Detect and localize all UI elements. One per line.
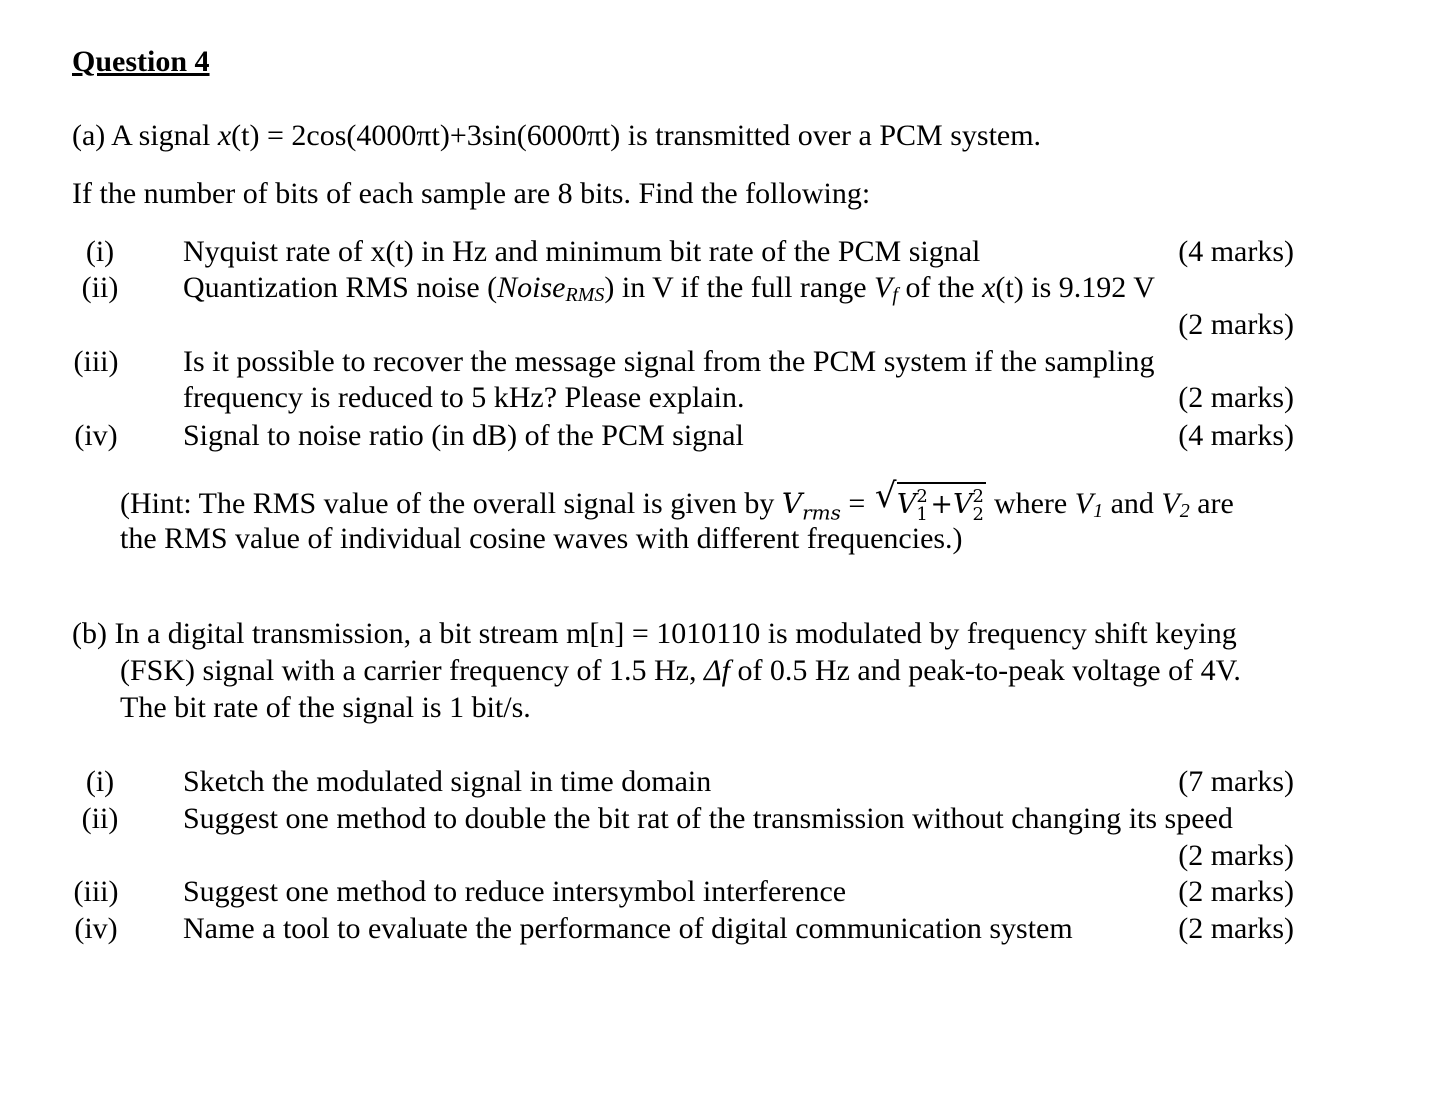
a-iv-marks: (4 marks) xyxy=(1178,419,1294,452)
sqrt-expression xyxy=(874,476,987,525)
a-ii-vf-sub: f xyxy=(892,284,898,306)
part-a-stem-text-1: A signal xyxy=(111,119,211,152)
a-ii-noise: Noise xyxy=(497,271,566,304)
part-a-label: (a) xyxy=(72,119,106,152)
b-iv-marks: (2 marks) xyxy=(1178,912,1294,945)
a-ii-marks: (2 marks) xyxy=(1178,308,1294,341)
b-iii-number: (iii) xyxy=(73,875,119,908)
a-iii-text-line1: Is it possible to recover the message signal from the PCM system if the sampling xyxy=(183,345,1155,378)
a-ii-rms-sub: RMS xyxy=(565,284,605,306)
part-b-delta-f: Δf xyxy=(703,654,730,687)
a-ii-text-4: is 9.192 V xyxy=(1023,271,1155,304)
part-a-stem-text-2: = 2cos(4000πt)+3sin(6000πt) is transmitted over a PCM system. xyxy=(266,119,1042,152)
question-title: Question 4 xyxy=(72,45,210,78)
hint-v1-sub: 1 xyxy=(1093,500,1104,522)
a-iv-text: Signal to noise ratio (in dB) of the PCM signal xyxy=(183,419,744,452)
a-ii-vf-v: V xyxy=(874,271,893,304)
a-i-text: Nyquist rate of x(t) in Hz and minimum bit rate of the PCM signal xyxy=(183,235,981,268)
sqrt-body: V 2 1 +V 2 2 xyxy=(897,482,987,523)
a-ii-text xyxy=(183,270,1155,313)
hint-v2-sub: 2 xyxy=(1179,500,1190,522)
hint-v2: V xyxy=(1161,487,1180,520)
hint-mid: where xyxy=(986,487,1075,520)
a-ii-number: (ii) xyxy=(81,271,119,304)
a-ii-text-2: ) in V if the full range xyxy=(604,271,875,304)
b-iv-text: Name a tool to evaluate the performance of digital communication system xyxy=(183,912,1073,945)
hint-post: are xyxy=(1189,487,1234,520)
b-ii-number: (ii) xyxy=(81,802,119,835)
b-i-number: (i) xyxy=(85,765,115,798)
hint-pre: (Hint: The RMS value of the overall signal is given by xyxy=(120,487,782,520)
a-ii-text-1: Quantization RMS noise ( xyxy=(183,271,498,304)
b-iii-text: Suggest one method to reduce intersymbol interference xyxy=(183,875,847,908)
part-a-x: x xyxy=(217,119,232,152)
hint-and: and xyxy=(1103,487,1162,520)
part-b-line2-b: of 0.5 Hz and peak-to-peak voltage of 4V. xyxy=(729,654,1241,687)
part-a-t: (t) xyxy=(231,119,260,152)
part-b-line2-a: (FSK) signal with a carrier frequency of 1.5 Hz, xyxy=(120,654,704,687)
b-i-marks: (7 marks) xyxy=(1178,765,1294,798)
a-i-number: (i) xyxy=(85,235,115,268)
sqrt-icon: √ xyxy=(874,476,897,516)
part-b-line1 xyxy=(72,616,1237,652)
a-ii-x: x xyxy=(982,271,996,304)
b-ii-text: Suggest one method to double the bit rat of the transmission without changing its speed xyxy=(183,802,1233,835)
vrms-symbol: $V_{rms}$ xyxy=(781,487,841,525)
a-iv-number: (iv) xyxy=(74,419,118,452)
a-i-marks: (4 marks) xyxy=(1178,235,1294,268)
b-iv-number: (iv) xyxy=(74,912,118,945)
equals-sign: = xyxy=(840,487,873,520)
a-ii-text-3: of the xyxy=(897,271,983,304)
b-i-text: Sketch the modulated signal in time domain xyxy=(183,765,712,798)
hint-line2: the RMS value of individual cosine waves with different frequencies.) xyxy=(120,522,963,555)
a-ii-t: (t) xyxy=(995,271,1024,304)
part-b-label: (b) xyxy=(72,617,107,650)
part-b-line3: The bit rate of the signal is 1 bit/s. xyxy=(120,691,531,724)
b-iii-marks: (2 marks) xyxy=(1178,875,1294,908)
part-a-stem xyxy=(72,118,1041,154)
a-iii-marks: (2 marks) xyxy=(1178,381,1294,414)
hint-v1: V xyxy=(1074,487,1094,520)
part-b-line2 xyxy=(120,653,1241,689)
b-ii-marks: (2 marks) xyxy=(1178,839,1294,872)
part-b-line1-text: In a digital transmission, a bit stream m[n] = 1010110 is modulated by frequency shift keying xyxy=(114,617,1237,650)
part-a-intro: If the number of bits of each sample are 8 bits. Find the following: xyxy=(72,177,871,210)
a-iii-text-line2: frequency is reduced to 5 kHz? Please explain. xyxy=(183,381,745,414)
a-iii-number: (iii) xyxy=(73,345,119,378)
